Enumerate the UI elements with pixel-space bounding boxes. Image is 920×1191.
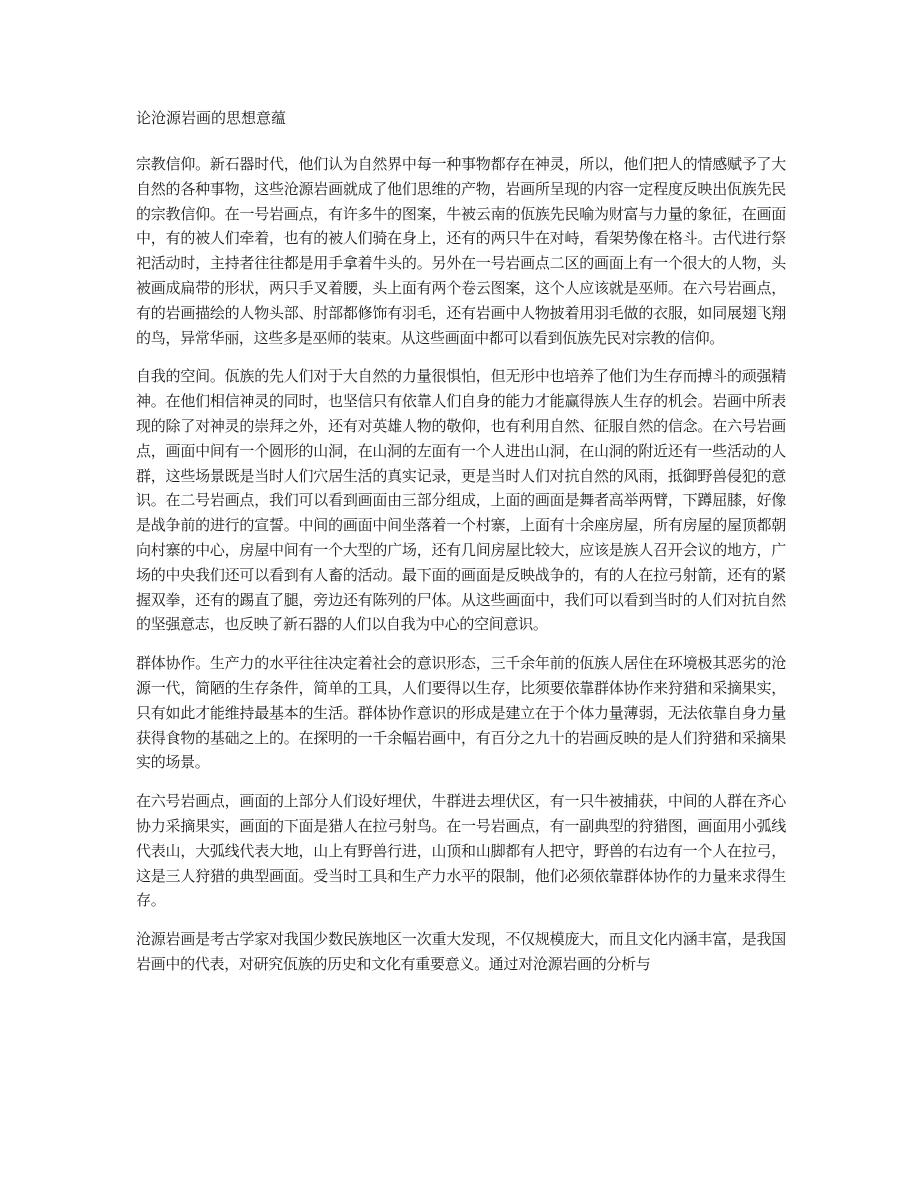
paragraph-conclusion: 沧源岩画是考古学家对我国少数民族地区一次重大发现，不仅规模庞大，而且文化内涵丰富，是我国岩画中的代表，对研究佤族的历史和文化有重要意义。通过对沧源岩画的分析与 — [136, 930, 786, 973]
paragraph-hunting-scenes: 在六号岩画点，画面的上部分人们设好埋伏，牛群进去埋伏区，有一只牛被捕获，中间的人群在齐心协力采摘果实，画面的下面是猎人在拉弓射鸟。在一号岩画点，有一副典型的狩猎图，画面用小弧线代表山，大弧线代表大地，山上有野兽行进，山顶和山脚都有人把守，野兽的右边有一个人在拉弓，这是三人狩猎的典型画面。受当时工具和生产力水平的限制，他们必须依靠群体协作的力量来求得生存。 — [136, 792, 786, 910]
paragraph-religious-belief: 宗教信仰。新石器时代，他们认为自然界中每一种事物都存在神灵，所以，他们把人的情感赋予了大自然的各种事物，这些沧源岩画就成了他们思维的产物，岩画所呈现的内容一定程度反映出佤族先民的宗教信仰。在一号岩画点，有许多牛的图案，牛被云南的佤族先民喻为财富与力量的象征，在画面中，有的被人们牵着，也有的被人们骑在身上，还有的两只牛在对峙，看架势像在格斗。古代进行祭祀活动时，主持者往往都是用手拿着牛头的。另外在一号岩画点二区的画面上有一个很大的人物，头被画成扁带的形状，两只手叉着腰，头上面有两个卷云图案，这个人应该就是巫师。在六号岩画点，有的岩画描绘的人物头部、肘部都修饰有羽毛，还有岩画中人物披着用羽毛做的衣服，如同展翅飞翔的鸟，异常华丽，这些多是巫师的装束。从这些画面中都可以看到佤族先民对宗教的信仰。 — [136, 155, 786, 347]
document-title: 论沧源岩画的思想意蕴 — [136, 109, 287, 127]
paragraph-self-space: 自我的空间。佤族的先人们对于大自然的力量很惧怕，但无形中也培养了他们为生存而搏斗的顽强精神。在他们相信神灵的同时，也坚信只有依靠人们自身的能力才能赢得族人生存的机会。岩画中所表现的除了对神灵的崇拜之外，还有对英雄人物的敬仰，也有利用自然、征服自然的信念。在六号岩画点，画面中间有一个圆形的山洞，在山洞的左面有一个人进出山洞，在山洞的附近还有一些活动的人群，这些场景既是当时人们穴居生活的真实记录，更是当时人们对抗自然的风雨，抵御野兽侵犯的意识。在二号岩画点，我们可以看到画面由三部分组成，上面的画面是舞者高举两臂，下蹲屈膝，好像是战争前的进行的宣誓。中间的画面中间坐落着一个村寨，上面有十余座房屋，所有房屋的屋顶都朝向村寨的中心，房屋中间有一个大型的广场，还有几间房屋比较大，应该是族人召开会议的地方，广场的中央我们还可以看到有人畜的活动。最下面的画面是反映战争的，有的人在拉弓射箭，还有的紧握双拳，还有的踢直了腿，旁边还有陈列的尸体。从这些画面中，我们可以看到当时的人们对抗自然的坚强意志，也反映了新石器的人们以自我为中心的空间意识。 — [136, 367, 786, 634]
paragraph-group-cooperation: 群体协作。生产力的水平往往决定着社会的意识形态，三千余年前的佤族人居住在环境极其恶劣的沧源一代，简陋的生存条件，简单的工具，人们要得以生存，比须要依靠群体协作来狩猎和采摘果实，只有如此才能维持最基本的生活。群体协作意识的形成是建立在于个体力量薄弱，无法依靠自身力量获得食物的基础之上的。在探明的一千余幅岩画中，有百分之九十的岩画反映的是人们狩猎和采摘果实的场景。 — [136, 654, 786, 772]
document-page — [136, 106, 786, 991]
